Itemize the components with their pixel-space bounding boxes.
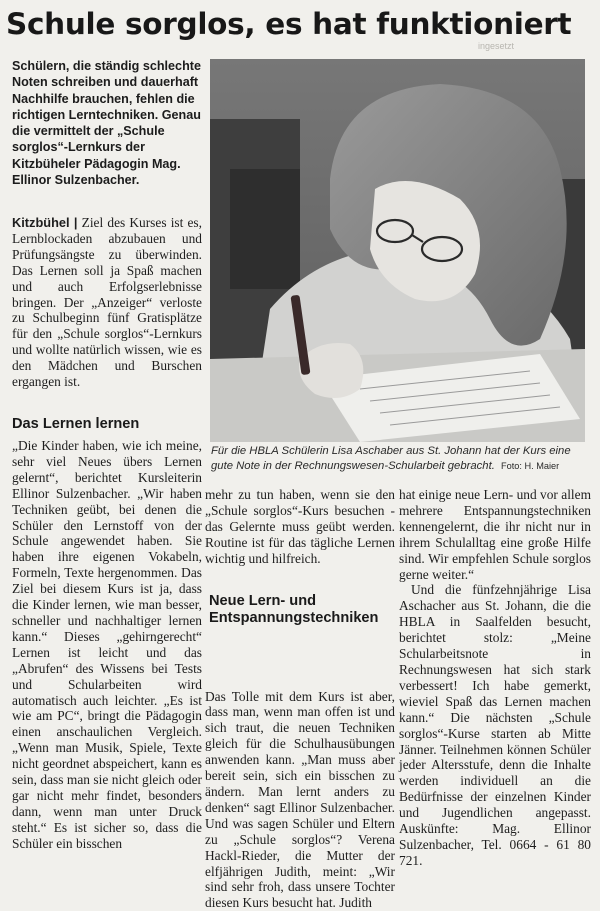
headline: Schule sorglos, es hat funktioniert [6, 7, 572, 41]
column-2-body [205, 487, 395, 911]
column-1-body [12, 438, 202, 898]
intro-text: Ziel des Kurses ist es, Lernblockaden abzubauen und Prüfungsängste zu überwinden. Das Lernen soll ja Spaß machen und auch Erfolgserlebnisse bringen. Der „Anzeiger“ verloste zu Schulbeginn fünf Gratisplätze für den „Schule sorglos“-Lernkurs und wollte natürlich wissen, wie es den Mädchen und Burschen ergangen ist. [12, 215, 202, 390]
lead-paragraph [12, 58, 204, 188]
intro-paragraph [12, 215, 202, 410]
photo-caption [211, 444, 589, 474]
lead-text: Schülern, die ständig schlechte Noten schreiben und dauerhaft Nachhilfe brauchen, fehlen die richtigen Lerntechniken. Genau die vermittelt der „Schule sorglos“-Lernkurs der Kitzbüheler Pädagogin Mag. Ellinor Sulzenbacher. [12, 59, 201, 188]
faded-adjacent-text: ingesetzt [478, 41, 515, 51]
caption-text: Für die HBLA Schülerin Lisa Aschaber aus St. Johann hat der Kurs eine gute Note in der Rechnungswesen-Schularbeit gebracht. [211, 445, 571, 472]
section1-column2-text: mehr zu tun haben, wenn sie den „Schule sorglos“-Kurs besuchen - das Gelernte muss geübt werden. Routine ist für das tägliche Lernen wichtig und hilfreich. [205, 487, 395, 566]
subheading-neue-lern-und-entspannungstechniken: Neue Lern- und Entspannungstechniken [209, 593, 379, 626]
section2-column3-text-2: Und die fünfzehnjährige Lisa Aschacher aus St. Johann, die die HBLA in Saalfelden besucht, berichtet stolz: „Meine Schularbeitsnote in Rechnungswesen hat sich stark verbessert! Ich habe gemerkt, wieviel Spaß das Lernen machen kann.“ Die nächsten „Schule sorglos“-Kurse starten ab Mitte Jänner. Teilnehmen können Schüler jeder Altersstufe, denn die Inhalte werden individuell an die Bedürfnisse der einzelnen Kinder und Jugendlichen angepasst. Auskünfte: Mag. Ellinor Sulzenbacher, Tel. 0664 - 61 80 721. [399, 582, 591, 868]
section2-column3-text-1: hat einige neue Lern- und vor allem mehrere Entspannungstechniken kennengelernt, die ihr nicht nur in ihrem Schulalltag eine große Hilfe sind. Wir empfehlen Schule sorglos gerne weiter.“ [399, 487, 591, 582]
section1-column1-text: „Die Kinder haben, wie ich meine, sehr viel Neues übers Lernen gelernt“, berichtet Kursleiterin Ellinor Sulzenbacher. „Wir haben Techniken geübt, bei denen die Schüler den Lernstoff von der Schule angewendet haben. Sie haben ihre eigenen Vokabeln, Formeln, Texte hergenommen. Das Ziel bei diesem Kurs ist ja, dass die Kinder lernen, wie man besser, schneller und nachhaltiger lernen kann.“ Dieses „gehirngerecht“ Lernen ist leicht und das „Abrufen“ des Wissens bei Tests und Schularbeiten wird automatisch auch leichter. „Es ist wie am PC“, bringt die Pädagogin einen anschaulichen Vergleich. „Wenn man Musik, Spiele, Texte nicht geordnet abspeichert, kann es sein, dass man sie nicht gleich oder gar nicht mehr findet, besonders dann, wenn man unter Druck steht.“ Es ist sicher so, dass die Schüler ein bisschen [12, 438, 202, 851]
subheading-space [205, 567, 395, 689]
subheading-das-lernen-lernen: Das Lernen lernen [12, 416, 140, 432]
photo-girl-writing [210, 59, 585, 442]
column-3-body [399, 487, 591, 898]
dateline: Kitzbühel | [12, 215, 78, 230]
article-photo [210, 59, 585, 442]
section2-column2-text: Das Tolle mit dem Kurs ist aber, dass man, wenn man offen ist und sich traut, die neuen Techniken gleich für die Schulhausübungen anwenden kann. „Man muss aber bereit sein, sich ein bisschen zu ändern. Man lernt anders zu denken“ sagt Ellinor Sulzenbacher. Und was sagen Schüler und Eltern zu „Schule sorglos“? Verena Hackl-Rieder, die Mutter der elfjährigen Judith, meint: „Wir sind sehr froh, dass unsere Tochter diesen Kurs besucht hat. Judith [205, 688, 395, 911]
photo-credit: Foto: H. Maier [501, 461, 560, 471]
